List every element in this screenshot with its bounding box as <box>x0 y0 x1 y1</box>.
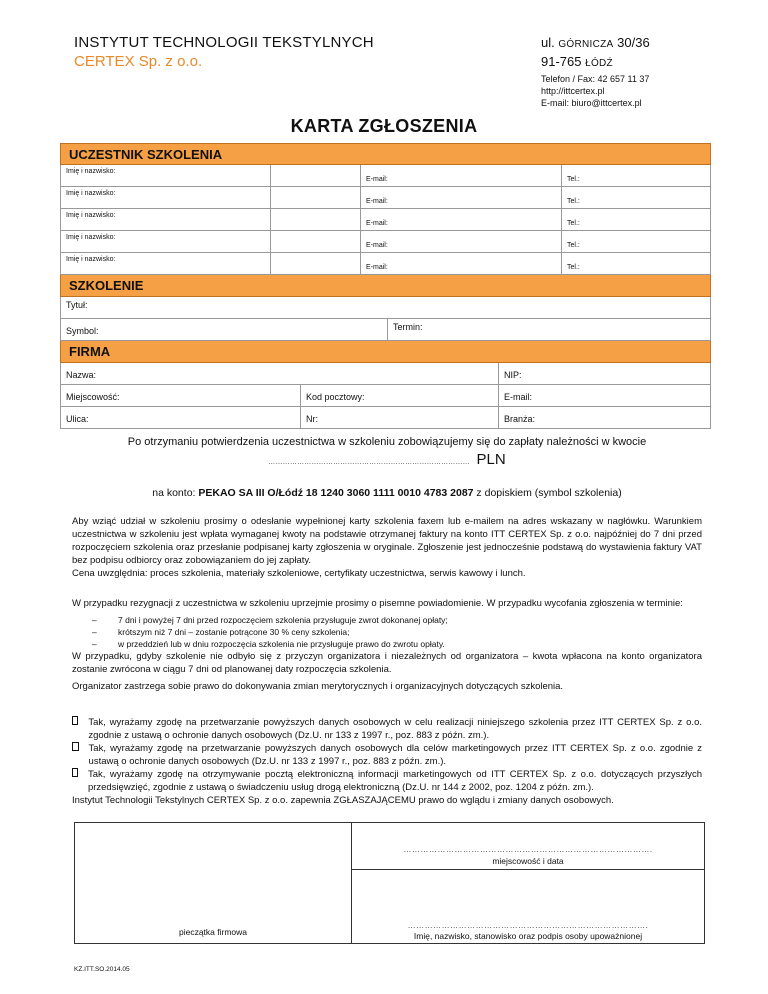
participant-spacer-1 <box>271 165 361 186</box>
participant-spacer-5 <box>271 253 361 274</box>
organization-header <box>74 34 374 70</box>
company-nip-field[interactable]: NIP: <box>504 370 522 380</box>
participant-spacer-3 <box>271 209 361 230</box>
consent-item-1: Tak, wyrażamy zgodę na przetwarzanie powyższych danych osobowych w celu realizacji niniejszego szkolenia przez ITT CERTEX Sp. z o.o. zgodnie z ustawą o ochronie danych osobowych (Dz.U. nr 133 z 1997 r., poz. 883 z późn. zm.). <box>72 716 702 742</box>
postal-city: 91-765 ŁÓDŹ <box>541 54 613 69</box>
company-city-field[interactable]: Miejscowość: <box>61 385 301 406</box>
org-subname: CERTEX Sp. z o.o. <box>74 53 203 70</box>
website: http://ittcertex.pl <box>541 86 605 96</box>
data-access-right: Instytut Technologii Tekstylnych CERTEX Sp. z o.o. zapewnia ZGŁASZAJĄCEMU prawo do wglądu i zmiany danych osobowych. <box>72 795 614 806</box>
place-date-line[interactable]: ……………………………………………………………………………. <box>403 845 653 854</box>
participant-email-field-3[interactable]: E-mail: <box>361 209 562 230</box>
company-name-field[interactable]: Nazwa: <box>61 363 499 384</box>
bank-account-line: na konto: PEKAO SA III O/Łódź 18 1240 3060 1111 0010 4783 2087 z dopiskiem (symbol szkolenia) <box>152 487 622 499</box>
training-symbol-field[interactable]: Symbol: <box>61 319 388 340</box>
participant-row-5 <box>60 253 711 275</box>
participant-row-3 <box>60 209 711 231</box>
training-title-row <box>60 297 711 319</box>
list-item: – krótszym niż 7 dni – zostanie potrącone 30 % ceny szkolenia; <box>92 627 350 637</box>
amount-dots[interactable]: ………………………………………………………………………… <box>268 459 470 466</box>
price-includes: Cena uwzględnia: proces szkolenia, materiały szkoleniowe, certyfikaty uczestnictwa, serwis kawowy i lunch. <box>72 568 526 579</box>
participant-spacer-2 <box>271 187 361 208</box>
participant-name-field-2[interactable]: Imię i nazwisko: <box>61 187 271 208</box>
payment-commitment: Po otrzymaniu potwierdzenia uczestnictwa w szkoleniu zobowiązujemy się do zapłaty należności w kwocie <box>127 436 647 448</box>
participant-name-field-5[interactable]: Imię i nazwisko: <box>61 253 271 274</box>
contact-block <box>541 73 649 109</box>
participant-tel-field-1[interactable]: Tel.: <box>567 176 580 183</box>
section-header-training: SZKOLENIE <box>60 275 711 297</box>
consent-item-2: Tak, wyrażamy zgodę na przetwarzanie powyższych danych osobowych dla celów marketingowych przez ITT CERTEX Sp. z o.o. zgodnie z ustawą o ochronie danych osobowych (Dz.U. nr 133 z 1997 r., poz. 883 z późn. zm.). <box>72 742 702 768</box>
participant-row-1 <box>60 165 711 187</box>
org-name: INSTYTUT TECHNOLOGII TEKSTYLNYCH <box>74 34 374 51</box>
signature-line[interactable]: …………………………………………………………………………. <box>407 921 649 930</box>
participant-tel-field-5[interactable]: Tel.: <box>567 264 580 271</box>
company-email-field[interactable]: E-mail: <box>504 392 533 402</box>
participant-email-field-2[interactable]: E-mail: <box>361 187 562 208</box>
participant-row-4 <box>60 231 711 253</box>
box-hline <box>351 869 705 870</box>
cancellation-intro: W przypadku rezygnacji z uczestnictwa w szkoleniu uprzejmie prosimy o pisemne powiadomienie. W przypadku wycofania zgłoszenia w terminie: <box>72 598 683 609</box>
participant-name-field-1[interactable]: Imię i nazwisko: <box>61 165 271 186</box>
list-item: – 7 dni i powyżej 7 dni przed rozpoczęciem szkolenia przysługuje zwrot dokonanej opłaty; <box>92 615 448 625</box>
cancellation-list <box>72 614 702 650</box>
participant-row-2 <box>60 187 711 209</box>
section-header-participant: UCZESTNIK SZKOLENIA <box>60 143 711 165</box>
place-date-label: miejscowość i data <box>492 856 564 866</box>
form-title: KARTA ZGŁOSZENIA <box>290 116 478 136</box>
participant-tel-field-3[interactable]: Tel.: <box>567 220 580 227</box>
company-stamp-label: pieczątka firmowa <box>178 927 248 937</box>
participant-name-field-4[interactable]: Imię i nazwisko: <box>61 231 271 252</box>
signer-label: Imię, nazwisko, stanowisko oraz podpis osoby upoważnionej <box>413 931 643 941</box>
consent-checkbox-2[interactable] <box>72 742 79 751</box>
consent-checkbox-1[interactable] <box>72 716 78 725</box>
consents-section <box>72 716 702 807</box>
email-address: E-mail: biuro@ittcertex.pl <box>541 98 642 108</box>
cancellation-section <box>72 597 702 693</box>
company-branch-field[interactable]: Branża: <box>504 414 536 424</box>
bank-account-number: PEKAO SA III O/Łódź 18 1240 3060 1111 0010 4783 2087 <box>198 487 474 499</box>
box-divider <box>351 823 352 943</box>
training-symbol-row <box>60 319 711 341</box>
info-paragraph: Aby wziąć udział w szkoleniu prosimy o odesłanie wypełnionej karty szkolenia faxem lub e-mailem na adres wskazany w nagłówku. Warunkiem uczestnictwa w szkoleniu jest wpłata wymaganej kwoty na podstawie otrzymanej faktury na konto ITT CERTEX Sp. z o.o. najpóźniej do 7 dni przed rozpoczęciem szkolenia oraz przesłanie podpisanej karty zgłoszenia w oryginale. Zgłoszenie jest jednocześnie podstawą do wystawienia faktury VAT bez podpisu odbiorcy oraz zobowiązaniem do jej zapłaty. Cena uwzględnia: proces szkolenia, materiały szkoleniowe, certyfikaty uczestnictwa, serwis kawowy i lunch. <box>72 516 702 579</box>
address-block <box>541 34 650 72</box>
company-nr-field[interactable]: Nr: <box>301 407 499 428</box>
company-street-field[interactable]: Ulica: <box>61 407 301 428</box>
consent-item-3: Tak, wyrażamy zgodę na otrzymywanie pocztą elektroniczną informacji marketingowych od ITT CERTEX Sp. z o.o. dotyczących przyszłych przedsięwzięć, zgodnie z ustawą o świadczeniu usług drogą elektroniczną (Dz.U. nr 144 z 2002, poz. 1204 z późn. zm.). <box>72 768 702 794</box>
participant-email-field-5[interactable]: E-mail: <box>361 253 562 274</box>
organizer-changes: Organizator zastrzega sobie prawo do dokonywania zmian merytorycznych i organizacyjnych dotyczących szkolenia. <box>72 681 564 692</box>
street-address: ul. GÓRNICZA 30/36 <box>541 35 650 50</box>
list-item: – w przeddzień lub w dniu rozpoczęcia szkolenia nie przysługuje prawo do zwrotu opłaty. <box>92 639 445 649</box>
consent-checkbox-3[interactable] <box>72 768 78 777</box>
participant-spacer-4 <box>271 231 361 252</box>
participant-tel-field-4[interactable]: Tel.: <box>567 242 580 249</box>
training-title-field[interactable]: Tytuł: <box>66 300 88 310</box>
company-name-row <box>60 363 711 385</box>
training-date-field[interactable]: Termin: <box>393 322 423 332</box>
participant-email-field-1[interactable]: E-mail: <box>361 165 562 186</box>
participant-name-field-3[interactable]: Imię i nazwisko: <box>61 209 271 230</box>
signature-box <box>74 822 705 944</box>
phone-fax: Telefon / Fax: 42 657 11 37 <box>541 74 650 84</box>
participant-email-field-4[interactable]: E-mail: <box>361 231 562 252</box>
form-code: KZ.ITT.SO.2014.05 <box>74 966 130 973</box>
company-postal-field[interactable]: Kod pocztowy: <box>301 385 499 406</box>
company-street-row <box>60 407 711 429</box>
participant-section <box>60 143 711 429</box>
currency-label: PLN <box>476 451 506 468</box>
payment-amount-line <box>72 453 702 469</box>
participant-tel-field-2[interactable]: Tel.: <box>567 198 580 205</box>
company-city-row <box>60 385 711 407</box>
no-event-refund: W przypadku, gdyby szkolenie nie odbyło się z przyczyn organizatora i niezależnych od organizatora – kwota wpłacona na konto organizatora zostanie zwrócona w ciągu 7 dni od planowanej daty rozpoczęcia szkolenia. <box>72 651 702 675</box>
section-header-company: FIRMA <box>60 341 711 363</box>
